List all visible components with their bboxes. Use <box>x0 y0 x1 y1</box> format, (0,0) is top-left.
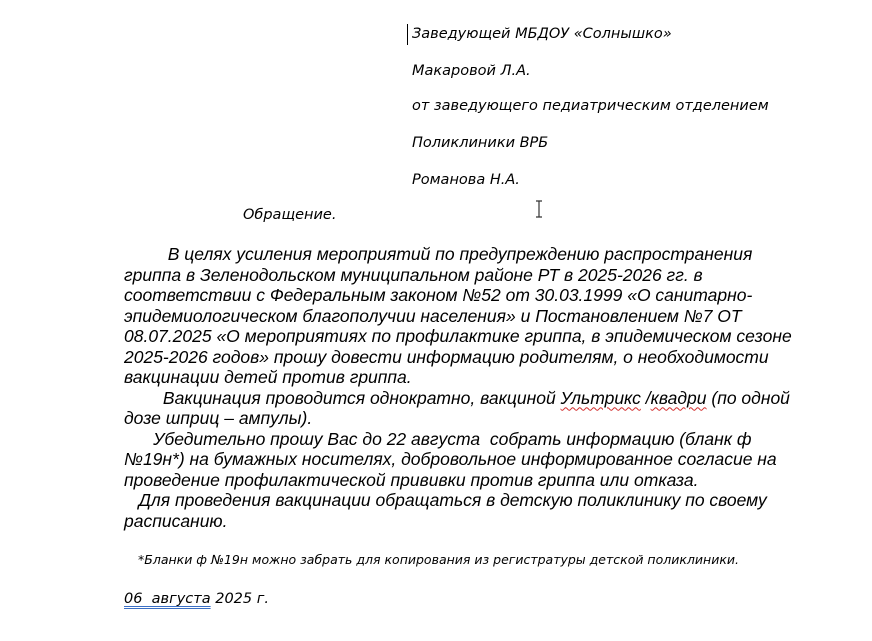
body-line: проведение профилактической прививки против гриппа или отказа. <box>124 469 699 490</box>
body-line: дозе шприц – ампулы). <box>124 408 313 428</box>
body-line: гриппа в Зеленодольском муниципальном районе РТ в 2025-2026 гг. в <box>124 264 703 285</box>
vaccination-line <box>124 388 824 409</box>
body-fragment: / <box>640 387 651 408</box>
ibeam-cursor-icon <box>533 200 545 218</box>
body-line: вакцинации детей против гриппа. <box>124 367 412 387</box>
document-title: Обращение. <box>243 207 337 223</box>
body-line: 08.07.2025 «О мероприятиях по профилактике гриппа, в эпидемическом сезоне <box>124 326 792 346</box>
document-date <box>124 591 269 607</box>
spellcheck-word-kvadri[interactable]: квадри <box>650 387 707 408</box>
body-fragment: (по одной <box>706 387 790 408</box>
body-line: В целях усиления мероприятий по предупреждению распространения <box>124 244 753 264</box>
body-line: соответствии с Федеральным законом №52 от 30.03.1999 «О санитарно- <box>124 285 753 305</box>
body-fragment: Вакцинация проводится однократно, вакциной <box>124 387 561 408</box>
addressee-line-2: Макаровой Л.А. <box>412 63 531 79</box>
sender-line-2: Поликлиники ВРБ <box>412 135 549 151</box>
spellcheck-word-ultriks[interactable]: Ультрикс <box>560 387 641 408</box>
body-line: Убедительно прошу Вас до 22 августа собрать информацию (бланк ф <box>124 428 752 449</box>
text-cursor <box>407 24 408 45</box>
body-line: расписанию. <box>124 510 228 531</box>
body-line: Для проведения вакцинации обращаться в детскую поликлинику по своему <box>124 490 767 510</box>
footnote: *Бланки ф №19н можно забрать для копирования из регистратуры детской поликлиники. <box>138 552 739 567</box>
sender-line-1: от заведующего педиатрическим отделением <box>412 98 769 114</box>
date-year: 2025 г. <box>210 591 269 607</box>
body-line: 2025-2026 годов» прошу довести информацию родителям, о необходимости <box>124 346 769 367</box>
date-field[interactable]: 06 августа <box>124 591 211 607</box>
document-body <box>124 244 824 531</box>
body-line: эпидемиологическом благополучии населения» и Постановлением №7 ОТ <box>124 305 742 326</box>
body-line: №19н*) на бумажных носителях, добровольное информированное согласие на <box>124 449 777 469</box>
addressee-line-1: Заведующей МБДОУ «Солнышко» <box>412 26 672 42</box>
sender-line-3: Романова Н.А. <box>412 172 520 188</box>
